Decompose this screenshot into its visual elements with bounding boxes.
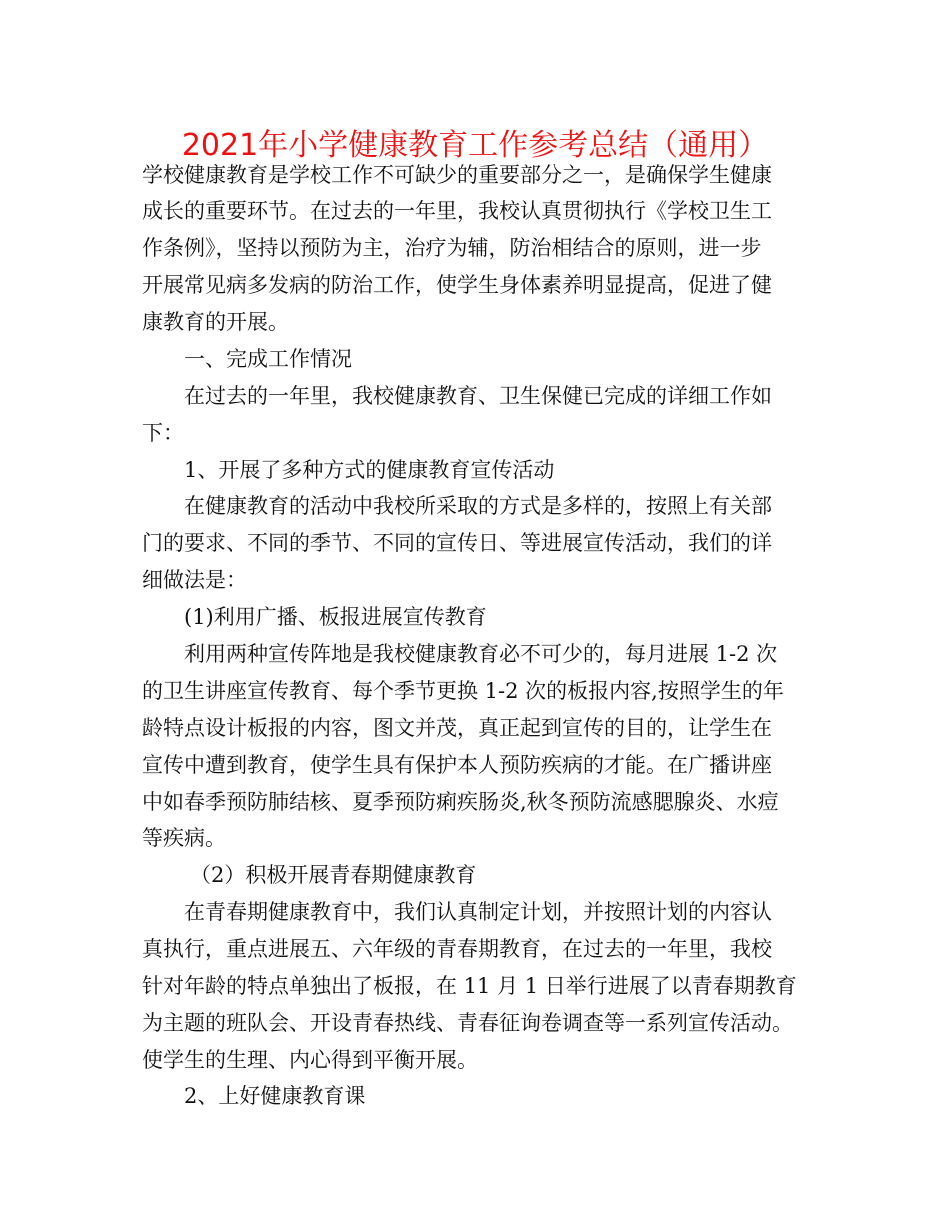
paragraph-line: 细做法是：: [142, 568, 247, 592]
paragraph-line: 康教育的开展。: [142, 310, 289, 334]
paragraph-line: 下：: [142, 421, 184, 445]
paragraph-line: 等疾病。: [142, 826, 226, 850]
paragraph-line: 学校健康教育是学校工作不可缺少的重要部分之一，是确保学生健康: [142, 163, 772, 187]
paragraph-line: 使学生的生理、内心得到平衡开展。: [142, 1048, 478, 1072]
paragraph-line: 龄特点设计板报的内容，图文并茂，真正起到宣传的目的，让学生在: [142, 716, 772, 740]
paragraph-line: 门的要求、不同的季节、不同的宣传日、等进展宣传活动，我们的详: [142, 531, 772, 555]
paragraph-line: 宣传中遭到教育，使学生具有保护本人预防疾病的才能。在广播讲座: [142, 753, 772, 777]
subsection-heading: 2、上好健康教育课: [184, 1084, 366, 1108]
paragraph-line: 开展常见病多发病的防治工作，使学生身体素养明显提高，促进了健: [142, 273, 772, 297]
paragraph-line: 作条例》，坚持以预防为主，治疗为辅，防治相结合的原则，进一步: [142, 236, 762, 260]
paragraph-line: 在健康教育的活动中我校所采取的方式是多样的，按照上有关部: [184, 494, 772, 518]
subsection-heading: 1、开展了多种方式的健康教育宣传活动: [184, 458, 555, 482]
paragraph-line: 利用两种宣传阵地是我校健康教育必不可少的，每月进展 1-2 次: [184, 642, 778, 666]
paragraph-line: 针对年龄的特点单独出了板报，在 11 月 1 日举行进展了以青春期教育: [142, 974, 797, 998]
paragraph-line: 在过去的一年里，我校健康教育、卫生保健已完成的详细工作如: [184, 384, 772, 408]
section-heading: 一、完成工作情况: [184, 347, 352, 371]
item-heading: （2）积极开展青春期健康教育: [190, 863, 477, 887]
paragraph-line: 的卫生讲座宣传教育、每个季节更换 1-2 次的板报内容,按照学生的年: [142, 679, 784, 703]
item-heading: (1)利用广播、板报进展宣传教育: [184, 605, 487, 629]
paragraph-line: 真执行，重点进展五、六年级的青春期教育，在过去的一年里，我校: [142, 937, 772, 961]
document-title: 2021年小学健康教育工作参考总结（通用）: [181, 128, 769, 163]
paragraph-line: 为主题的班队会、开设青春热线、青春征询卷调查等一系列宣传活动。: [142, 1011, 793, 1035]
paragraph-line: 中如春季预防肺结核、夏季预防痢疾肠炎,秋冬预防流感腮腺炎、水痘: [142, 790, 779, 814]
paragraph-line: 成长的重要环节。在过去的一年里，我校认真贯彻执行《学校卫生工: [142, 199, 772, 223]
paragraph-line: 在青春期健康教育中，我们认真制定计划，并按照计划的内容认: [184, 900, 772, 924]
